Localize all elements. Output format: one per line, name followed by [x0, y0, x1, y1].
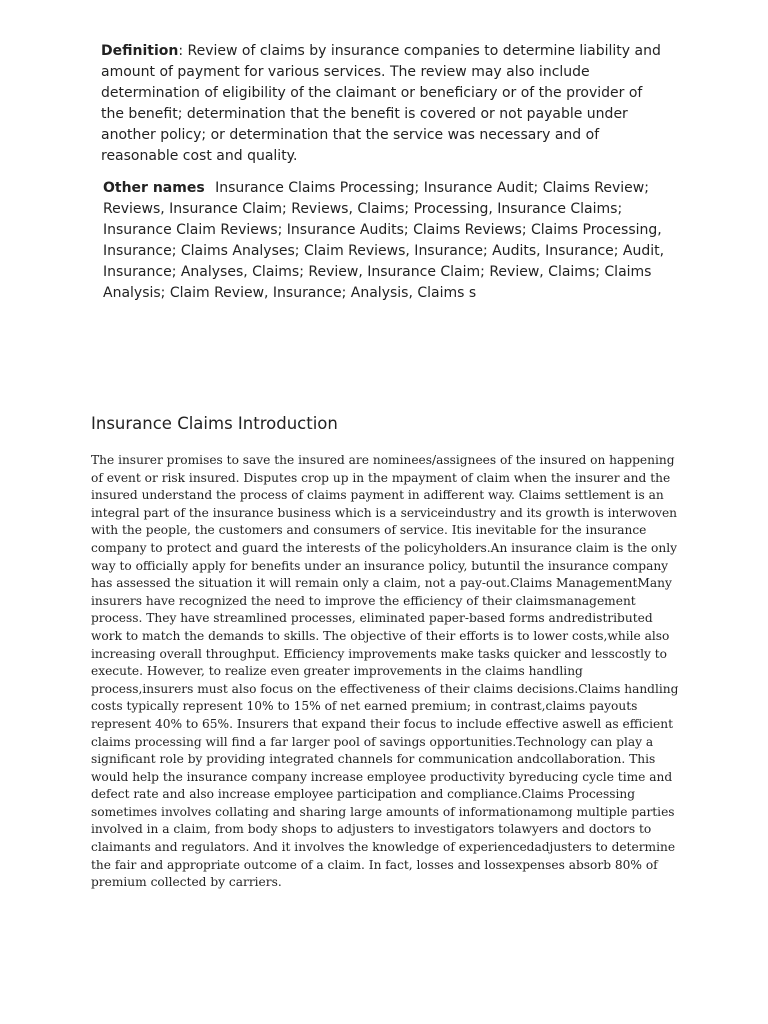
definition-label: Definition [101, 43, 179, 59]
section-heading: Insurance Claims Introduction [91, 414, 338, 433]
definition-text: Review of claims by insurance companies to determine liability and amount of payment for various services. The review may also include determination of eligibility of the claimant or beneficiary or of the provider of the benefit; determination that the benefit is covered or not payable under another policy; or determination that the service was necessary and of reasonable cost and quality. [101, 43, 661, 164]
other-names-label: Other names [103, 180, 205, 196]
other-names-text: Insurance Claims Processing; Insurance Audit; Claims Review; Reviews, Insurance Claim; Reviews, Claims; Processing, Insurance Claims; Insurance Claim Reviews; Insurance Audits; Claims Reviews; Claims Processing, Insurance; Claims Analyses; Claim Reviews, Insurance; Audits, Insurance; Audit, Insurance; Analyses, Claims; Review, Insurance Claim; Review, Claims; Claims Analysis; Claim Review, Insurance; Analysis, Claims s [103, 180, 665, 301]
section-body-text: The insurer promises to save the insured are nominees/assignees of the insured on happening of event or risk insured. Disputes crop up in the mpayment of claim when the insurer and the insured understand the process of claims payment in adifferent way. Claims settlement is an integral part of the insurance business which is a serviceindustry and its growth is interwoven with the people, the customers and consumers of service. Itis inevitable for the insurance company to protect and guard the interests of the policyholders.An insurance claim is the only way to officially apply for benefits under an insurance policy, butuntil the insurance company has assessed the situation it will remain only a claim, not a pay-out.Claims ManagementMany insurers have recognized the need to improve the efficiency of their claimsmanagement process. They have streamlined processes, eliminated paper-based forms andredistributed work to match the demands to skills. The objective of their efforts is to lower costs,while also increasing overall throughput. Efficiency improvements make tasks quicker and lesscostly to execute. However, to realize even greater improvements in the claims handling process,insurers must also focus on the effectiveness of their claims decisions.Claims handling costs typically represent 10% to 15% of net earned premium; in contrast,claims payouts represent 40% to 65%. Insurers that expand their focus to include effective aswell as efficient claims processing will find a far larger pool of savings opportunities.Technology can play a significant role by providing integrated channels for communication andcollaboration. This would help the insurance company increase employee productivity byreducing cycle time and defect rate and also increase employee participation and compliance.Claims Processing sometimes involves collating and sharing large amounts of informationamong multiple parties involved in a claim, from body shops to adjusters to investigators tolawyers and doctors to claimants and regulators. And it involves the knowledge of experiencedadjusters to determine the fair and appropriate outcome of a claim. In fact, losses and lossexpenses absorb 80% of premium collected by carriers. [91, 453, 679, 890]
definition-separator: : [178, 43, 188, 59]
other-names-block [103, 178, 675, 304]
definition-block [101, 41, 661, 167]
